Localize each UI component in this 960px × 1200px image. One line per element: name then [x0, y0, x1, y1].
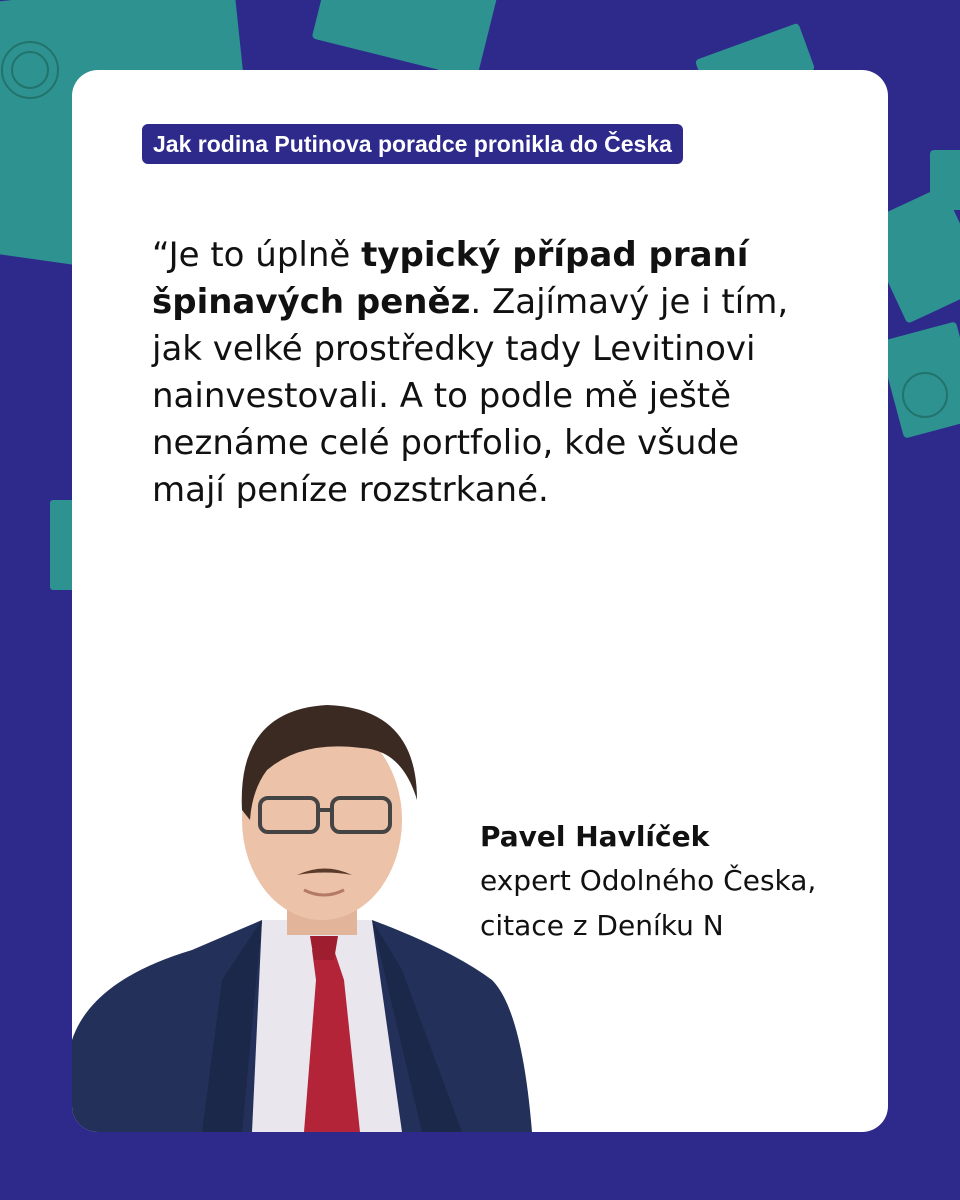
author-block — [480, 816, 880, 948]
quote-part-2: . Zajímavý je i tím, jak velké prostředky tady Levitinovi nainvestovali. A to podle mě ještě neznáme celé portfolio, kde všude mají peníze rozstrkané. — [152, 282, 789, 510]
quote-text — [152, 232, 812, 514]
quote-open-mark: “ — [152, 235, 169, 275]
topic-tag: Jak rodina Putinova poradce pronikla do Česka — [142, 124, 683, 164]
author-name: Pavel Havlíček — [480, 820, 710, 853]
author-role-line-1: expert Odolného Česka, — [480, 864, 817, 897]
author-role-line-2: citace z Deníku N — [480, 909, 724, 942]
quote-emphasis: typický případ praní špinavých peněz — [152, 235, 749, 322]
quote-part-1: Je to úplně — [168, 235, 362, 275]
quote-card — [72, 70, 888, 1132]
